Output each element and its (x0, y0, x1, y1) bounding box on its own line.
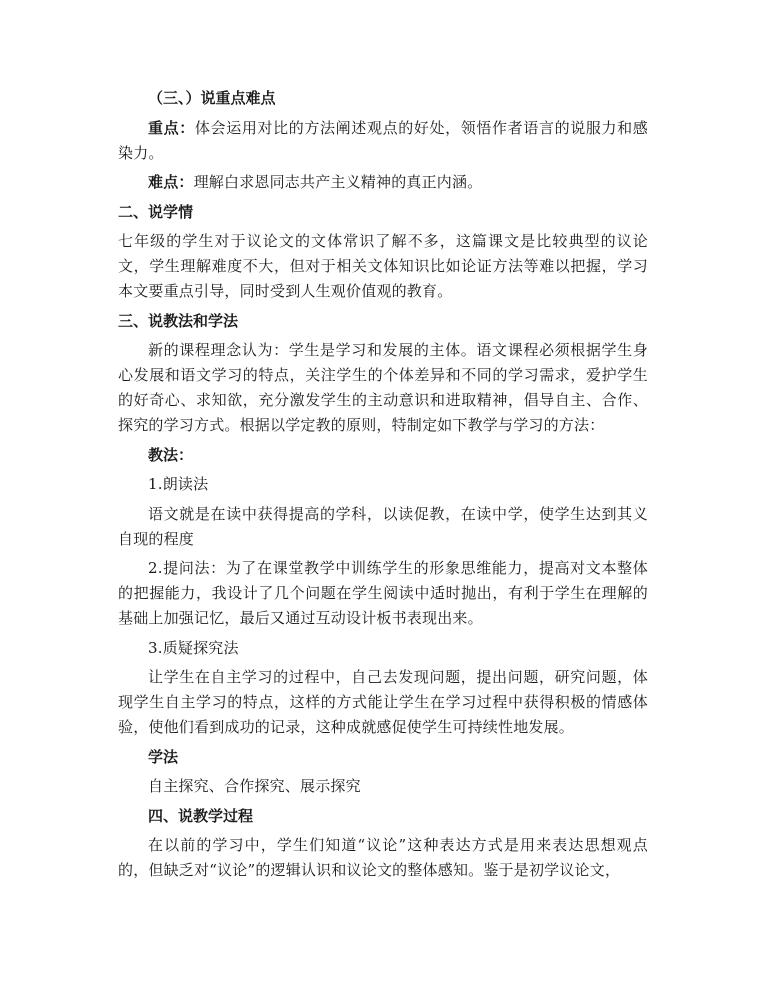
section-process-heading: 四、说教学过程 (148, 806, 254, 825)
method1-paragraph: 语文就是在读中获得提高的学科，以读促教，在读中学，使学生达到其义自现的程度 (118, 504, 648, 548)
learning-methods-label: 学法 (148, 747, 179, 766)
difficulty-text: 理解白求恩同志共产主义精神的真正内涵。 (193, 173, 483, 191)
focus-paragraph (118, 116, 648, 166)
focus-label: 重点： (148, 118, 195, 137)
section-key-points-heading: （三、）说重点难点 (148, 89, 276, 107)
methods-intro-paragraph: 新的课程理念认为：学生是学习和发展的主体。语文课程必须根据学生身心发展和语文学习的特点，关注学生的个体差异和不同的学习需求，爱护学生的好奇心、求知欲，充分激发学生的主动意识和进取精神，倡导自主、合作、探究的学习方式。根据以学定教的原则，特制定如下教学与学习的方法： (118, 341, 648, 434)
method1-title: 1.朗读法 (148, 475, 209, 493)
method2-paragraph: 2.提问法：为了在课堂教学中训练学生的形象思维能力，提高对文本整体的把握能力，我设计了几个问题在学生阅读中适时抛出，有利于学生在理解的基础上加强记忆，最后又通过互动设计板书表现出来。 (118, 559, 648, 627)
document-body (118, 86, 648, 888)
method3-title: 3.质疑探究法 (148, 638, 239, 657)
teaching-methods-label: 教法： (148, 445, 194, 464)
section-students-heading: 二、说学情 (118, 202, 194, 221)
difficulty-paragraph (118, 170, 648, 195)
process-paragraph: 在以前的学习中，学生们知道“议论”这种表达方式是用来表达思想观点的，但缺乏对“议论”的逻辑认识和议论文的整体感知。鉴于是初学议论文， (118, 836, 648, 879)
learning-methods-paragraph: 自主探究、合作探究、展示探究 (148, 777, 361, 795)
section-methods-heading: 三、说教法和学法 (118, 311, 239, 330)
students-paragraph: 七年级的学生对于议论文的文体常识了解不多，这篇课文是比较典型的议论文，学生理解难度不大，但对于相关文体知识比如论证方法等难以把握，学习本文要重点引导，同时受到人生观价值观的教育。 (118, 232, 648, 300)
difficulty-label: 难点： (148, 173, 194, 191)
method3-paragraph: 让学生在自主学习的过程中，自己去发现问题，提出问题，研究问题，体现学生自主学习的特点，这样的方式能让学生在学习过程中获得积极的情感体验，使他们看到成功的记录，这种成就感促使学生可持续性地发展。 (118, 668, 648, 736)
focus-text: 体会运用对比的方法阐述观点的好处，领悟作者语言的说服力和感染力。 (118, 118, 648, 162)
